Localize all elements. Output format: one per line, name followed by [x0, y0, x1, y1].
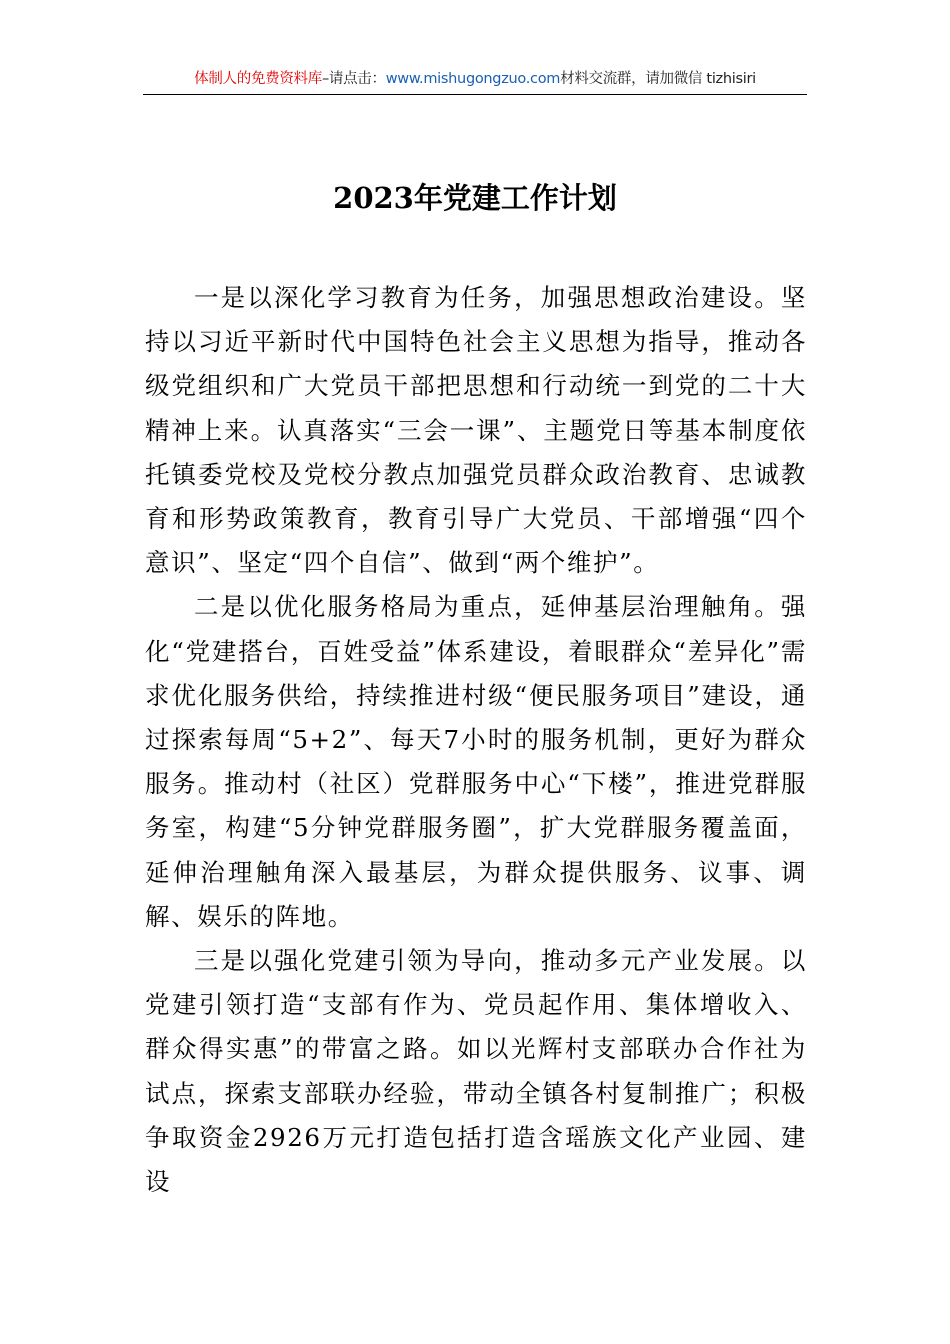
- page-header: [143, 68, 807, 95]
- header-prompt: –请点击：: [321, 71, 386, 87]
- paragraph-3: 三是以强化党建引领为导向，推动多元产业发展。以党建引领打造“支部有作为、党员起作用、集体增收入、群众得实惠”的带富之路。如以光辉村支部联办合作社为试点，探索支部联办经验，带动全镇各村复制推广；积极争取资金2926万元打造包括打造含瑶族文化产业园、建设: [145, 946, 807, 1197]
- paragraph-2: 二是以优化服务格局为重点，延伸基层治理触角。强化“党建搭台，百姓受益”体系建设，着眼群众“差异化”需求优化服务供给，持续推进村级“便民服务项目”建设，通过探索每周“5+2”、每天7小时的服务机制，更好为群众服务。推动村（社区）党群服务中心“下楼”，推进党群服务室，构建“5分钟党群服务圈”，扩大党群服务覆盖面，延伸治理触角深入最基层，为群众提供服务、议事、调解、娱乐的阵地。: [145, 592, 807, 931]
- header-link[interactable]: www.mishugongzuo.com: [385, 71, 561, 87]
- document-body: [145, 276, 807, 1204]
- document-title: 2023年党建工作计划: [333, 181, 617, 215]
- header-brand: 体制人的免费资料库: [194, 71, 322, 87]
- paragraph-1: 一是以深化学习教育为任务，加强思想政治建设。坚持以习近平新时代中国特色社会主义思想为指导，推动各级党组织和广大党员干部把思想和行动统一到党的二十大精神上来。认真落实“三会一课”、主题党日等基本制度依托镇委党校及党校分教点加强党员群众政治教育、忠诚教育和形势政策教育，教育引导广大党员、干部增强“四个意识”、坚定“四个自信”、做到“两个维护”。: [145, 283, 807, 578]
- header-note: 材料交流群，请加微信 tizhisiri: [560, 71, 756, 87]
